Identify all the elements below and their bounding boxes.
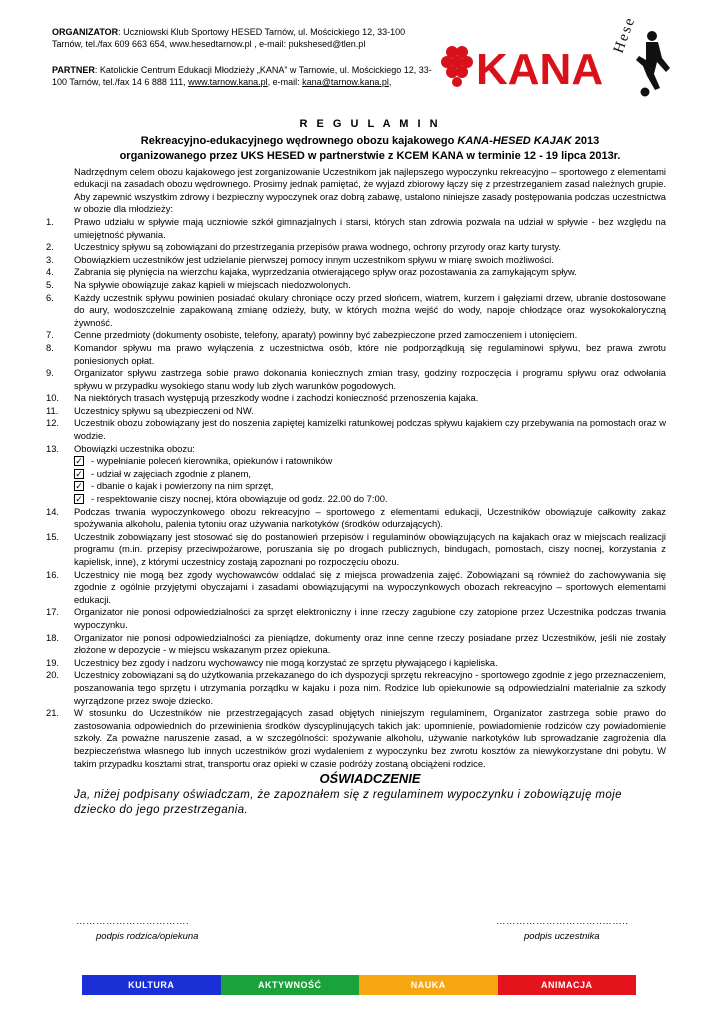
rule-text: Organizator nie ponosi odpowiedzialności za sprzęt elektroniczny i inne rzeczy zagubione czy zatopione przez Uczestnika podczas trwania wypoczynku. <box>74 606 666 630</box>
partner-label: PARTNER <box>52 65 95 75</box>
rules-list <box>46 215 666 455</box>
rule-item <box>46 254 666 267</box>
rule-item <box>46 417 666 442</box>
rule-number: 12. <box>46 417 60 429</box>
rule-item <box>46 279 666 292</box>
rule-text: W stosunku do Uczestników nie przestrzegających zasad objętych niniejszym regulaminem, Organizator zastrzega sobie prawo do zastosowania odpowiednich do przewinienia środków dyscyplinujących takich jak: upomnienie, powiadomienie rodziców czy powiadomienie szkoły. Za poważne naruszenie zasad, a w szczególności: spożywanie alkoholu, używanie narkotyków lub sprowadzanie zagrożenia dla bezpieczeństwa własnego lub innych uczestników grozi wydaleniem z wypoczynku bez zwrotu kosztów za niewykorzystane dni pobytu. W takim przypadku kosztami strat, transportu oraz opieki w czasie podróży zostaną obciążeni rodzice. <box>74 707 666 769</box>
declaration-text: Ja, niżej podpisany oświadczam, że zapoznałem się z regulaminem wypoczynku i zobowiązuję moje dziecko do jego przestrzegania. <box>74 788 622 816</box>
document-subtitle-1 <box>74 135 666 149</box>
rule-text: Uczestnicy spływu są ubezpieczeni od NW. <box>74 404 254 416</box>
partner-end: , <box>388 77 392 87</box>
rule-number: 20. <box>46 669 60 681</box>
rule-number: 19. <box>46 656 60 668</box>
partner-sep: , e-mail: <box>267 77 303 87</box>
rule-item <box>46 606 666 631</box>
rule-number: 2. <box>46 241 54 253</box>
rule-item <box>46 342 666 367</box>
camp-name: KANA-HESED KAJAK <box>457 134 572 147</box>
checkbox-checked-icon: ✓ <box>75 468 83 479</box>
organizer-text: : Uczniowski Klub Sportowy HESED Tarnów, ul. Mościckiego 12, 33-100 Tarnów, tel./fax 609 663 654, www.hesedtarnow.pl , e-mail: pukshesed@tlen.pl <box>52 27 406 49</box>
kana-hesed-logo <box>438 18 678 100</box>
participant-signature <box>496 916 629 943</box>
rule-text: Na spływie obowiązuje zakaz kąpieli w miejscach niedozwolonych. <box>74 278 351 290</box>
checkbox-checked-icon: ✓ <box>75 456 83 467</box>
rule-item <box>46 329 666 342</box>
rule-item <box>46 531 666 569</box>
header <box>52 26 432 102</box>
rule-text: Uczestnik obozu zobowiązany jest do noszenia zapiętej kamizelki ratunkowej podczas spływu kajakiem czy przebywania na pomostach oraz w wodzie. <box>74 417 666 442</box>
parent-signature-label: podpis rodzica/opiekuna <box>96 930 199 942</box>
rule-item <box>46 241 666 254</box>
partner-email-link[interactable]: kana@tarnow.kana.pl <box>302 77 389 87</box>
partner-text: : Katolickie Centrum Edukacji Młodzieży „KANA” w Tarnowie, ul. Mościckiego 12, 33-100 Tarnów, tel./fax 14 6 888 111, <box>52 65 432 87</box>
partner-www-link[interactable]: www.tarnow.kana.pl <box>188 77 268 87</box>
rule-number: 3. <box>46 253 54 265</box>
rule-item <box>46 216 666 241</box>
rule-text: Na niektórych trasach występują przeszkody wodne i zachodzi konieczność przenoszenia kajaka. <box>74 392 479 404</box>
subtitle-year: 2013 <box>571 134 600 147</box>
rule-text: Organizator nie ponosi odpowiedzialności za pieniądze, dokumenty oraz inne cenne rzeczy posiadane przez Uczestników, jeśli nie zostały złożone w depozycie - w miejscu wskazanym przez opiekuna. <box>74 631 666 656</box>
rule-item <box>46 669 666 707</box>
logo-flower-icon <box>441 46 473 87</box>
footer-tag-animacja: ANIMACJA <box>498 975 637 995</box>
rule-item <box>46 443 666 456</box>
rule-text: Cenne przedmioty (dokumenty osobiste, telefony, aparaty) powinny być zabezpieczone przed zamoczeniem i utonięciem. <box>74 329 578 341</box>
rule-text: Uczestnicy spływu są zobowiązani do przestrzegania przepisów prawa wodnego, ochrony przyrody oraz karty turysty. <box>74 241 562 253</box>
rule-item <box>46 392 666 405</box>
rule-text: Uczestnik zobowiązany jest stosować się do postanowień przepisów i regulaminów obowiązujących na kajakach oraz w miejscach realizacji programu (m.in. przepisy przeciwpożarowe, poruszania się po drogach publicznych, bindugach, pomostach, ciszy nocnej, korzystania z kapielisk, inne), z którymi uczestnicy zostają zapoznani po rozpoczęciu obozu. <box>74 530 666 567</box>
footer-tag-kultura: KULTURA <box>82 975 221 995</box>
rule-number: 11. <box>46 404 59 416</box>
logo-hesed-text: Hesed <box>610 18 643 56</box>
rule-text: Organizator spływu zastrzega sobie prawo dokonania koniecznych zmian trasy, godziny rozpoczęcia i programu spływu oraz odwołania spływu w przypadku wysokiego stanu wody lub złych warunków pogodowych. <box>74 367 666 391</box>
rule-number: 4. <box>46 266 54 278</box>
intro-paragraph: Nadrzędnym celem obozu kajakowego jest zorganizowanie Uczestnikom jak najlepszego wypoczynku rekreacyjno – sportowego z elementami edukacji na zasadach obozu wędrownego. Prosimy jednak pamiętać, że wyjazd zbiorowy łączy się z przestrzeganiem zasad należnych grupie. Aby zapewnić wszystkim zdrowy i bezpieczny wypoczynek oraz dobrą zabawę, ustalono niniejsze zasady postępowania podczas uczestnictwa w obozie dla młodzieży: <box>74 165 666 215</box>
rule-number: 6. <box>46 291 54 303</box>
parent-signature <box>76 916 198 943</box>
rule-number: 13. <box>46 442 60 454</box>
rule-number: 8. <box>46 341 54 353</box>
rule-number: 14. <box>46 505 60 517</box>
partner-info <box>52 64 432 88</box>
rule-text: Komandor spływu ma prawo wyłączenia z uczestnictwa osób, które nie podporządkują się regulaminowi spływu, bez prawa zwrotu poniesionych opłat. <box>74 341 666 366</box>
rule-number: 17. <box>46 606 60 618</box>
rule-text: Uczestnicy zobowiązani są do użytkowania przekazanego do ich dyspozycji sprzętu rekreacyjno - sportowego zgodnie z jego przeznaczeniem, poszanowania tego sprzętu i utrzymania porządku w kajaku i poza nim. Rodzice lub opiekunowie są odpowiedzialni materialnie za szkody wyrządzone przez swoje dziecko. <box>74 669 666 706</box>
rule-text: Uczestnicy bez zgody i nadzoru wychowawcy nie mogą korzystać ze sprzętu pływającego i kąpieliska. <box>74 656 498 668</box>
footer-tag-nauka: NAUKA <box>359 975 498 995</box>
rule-number: 1. <box>46 215 54 227</box>
organizer-label: ORGANIZATOR <box>52 27 119 37</box>
duty-text: - wypełnianie poleceń kierownika, opiekunów i ratowników <box>91 455 333 467</box>
rule-text: Obowiązki uczestnika obozu: <box>74 442 195 454</box>
rule-number: 5. <box>46 278 54 290</box>
parent-signature-line: ……………………………. <box>76 916 190 927</box>
rule-number: 10. <box>46 392 60 404</box>
subtitle-part: Rekreacyjno-edukacyjnego wędrownego obozu kajakowego <box>140 134 458 147</box>
rule-text: Uczestnicy nie mogą bez zgody wychowawców oddalać się z miejsca prowadzenia zajęć. Zobowiązani są również do zachowywania się zgodnie z ogólnie przyjętymi obyczajami i zasadami obowiązującymi na wypoczynkowych obozach rekreacyjno – sportowych elementami edukacji. <box>74 568 666 605</box>
declaration-title: OŚWIADCZENIE <box>319 771 421 787</box>
participant-signature-label: podpis uczestnika <box>524 930 600 942</box>
rules-list-continued <box>46 505 666 770</box>
footer-tag-aktywność: AKTYWNOŚĆ <box>221 975 360 995</box>
logo-kana-text: KANA <box>476 45 604 94</box>
duty-item <box>74 493 666 506</box>
rule-text: Zabrania się płynięcia na wierzchu kajaka, wyprzedzania otwierającego spływ oraz pozostawania za zamykającym spływ. <box>74 266 577 278</box>
rule-item <box>46 266 666 279</box>
rule-number: 16. <box>46 568 60 580</box>
rule-item <box>46 292 666 330</box>
organizer-info <box>52 26 432 50</box>
participant-signature-line: …………………………..…….. <box>496 916 629 927</box>
soccer-player-icon <box>636 31 670 97</box>
rule-number: 15. <box>46 530 60 542</box>
duty-text: - respektowanie ciszy nocnej, która obowiązuje od godz. 22.00 do 7:00. <box>91 493 388 505</box>
regulations-content <box>46 118 666 818</box>
rule-item <box>46 405 666 418</box>
rule-number: 21. <box>46 707 60 719</box>
rule-number: 9. <box>46 367 54 379</box>
rule-text: Prawo udziału w spływie mają uczniowie szkół gimnazjalnych i starsi, których stan zdrowia pozwala na udział w spływie - bez względu na umiejętność pływania. <box>74 215 666 240</box>
duties-list <box>74 455 666 505</box>
duty-text: - dbanie o kajak i powierzony na nim sprzęt, <box>91 480 274 492</box>
rule-text: Każdy uczestnik spływu powinien posiadać okulary chroniące oczy przed słońcem, wiatrem, kurzem i gałęziami drzew, ubranie dostosowane do aury, wodoszczelnie zapakowaną zmianę odzieży, buty, w których można wejść do wody, napoje chłodzące oraz wysokokaloryczną żywność. <box>74 291 666 328</box>
footer-bar <box>82 975 636 995</box>
checkbox-checked-icon: ✓ <box>75 481 83 492</box>
rule-item <box>46 569 666 607</box>
rule-item <box>46 657 666 670</box>
duty-item <box>74 480 666 493</box>
rule-number: 7. <box>46 329 54 341</box>
document-title: R E G U L A M I N <box>299 118 441 130</box>
document-subtitle-2: organizowanego przez UKS HESED w partnerstwie z KCEM KANA w terminie 12 - 19 lipca 2013r. <box>119 150 621 163</box>
duty-item <box>74 468 666 481</box>
checkbox-checked-icon: ✓ <box>75 494 83 505</box>
rule-item <box>46 707 666 770</box>
logo-graphic <box>438 18 678 100</box>
rule-item <box>46 632 666 657</box>
rule-item <box>46 506 666 531</box>
duty-text: - udział w zajęciach zgodnie z planem, <box>91 467 251 479</box>
rule-text: Podczas trwania wypoczynkowego obozu rekreacyjno – sportowego z elementami edukacji, Uczestników obowiązuje całkowity zakaz spożywania alkoholu, palenia tytoniu oraz używania narkotyków (środków odurzających). <box>74 505 666 530</box>
rule-item <box>46 367 666 392</box>
duty-item <box>74 455 666 468</box>
rule-number: 18. <box>46 631 60 643</box>
rule-text: Obowiązkiem uczestników jest udzielanie pierwszej pomocy innym uczestnikom spływu w miarę swoich możliwości. <box>74 253 554 265</box>
